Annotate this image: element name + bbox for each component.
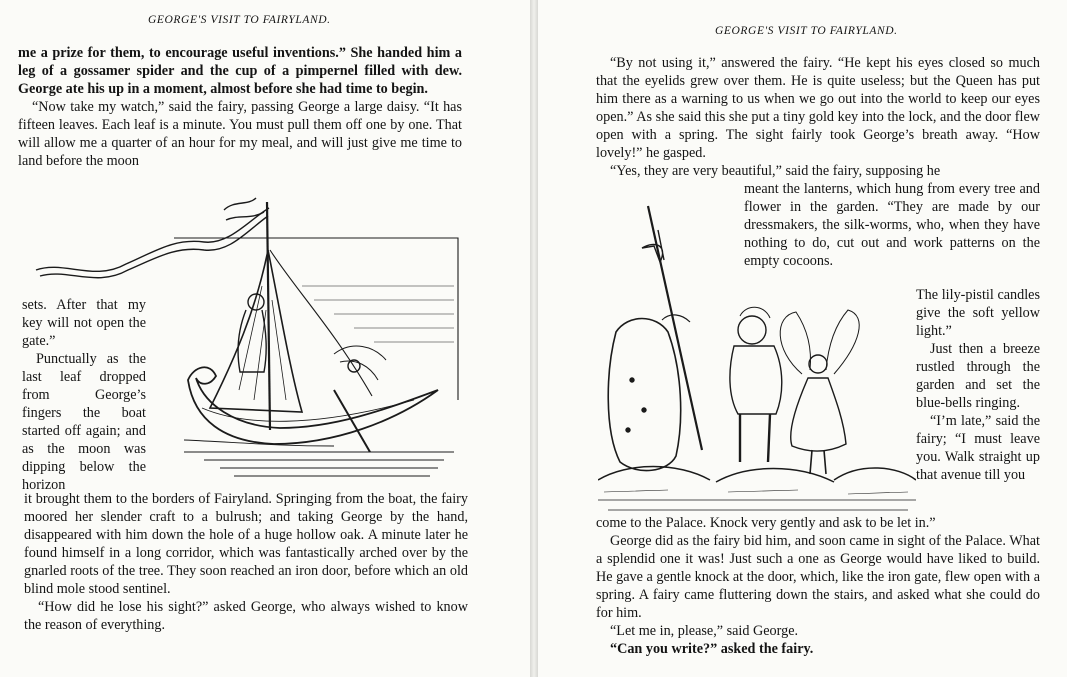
paragraph: “Yes, they are very beautiful,” said the fairy, supposing he xyxy=(610,163,941,179)
paragraph: me a prize for them, to encourage useful inventions.” She handed him a leg of a gossamer spider and the cup of a pimpernel filled with dew. George ate his up in a moment, almost before she had time to begin. xyxy=(18,45,462,97)
left-page xyxy=(0,0,530,677)
right-wrap-text-2 xyxy=(916,286,1040,484)
running-head-right: GEORGE'S VISIT TO FAIRYLAND. xyxy=(715,25,898,37)
left-bottom-text xyxy=(24,490,468,634)
paragraph: “I’m late,” said the fairy; “I must leave you. Walk straight up that avenue till you xyxy=(916,413,1040,483)
paragraph: “Can you write?” asked the fairy. xyxy=(610,641,814,657)
paragraph: “How did he lose his sight?” asked George, who always wished to know the reason of everything. xyxy=(24,599,468,633)
paragraph: The lily-pistil candles give the soft yellow light.” xyxy=(916,287,1040,339)
right-page xyxy=(538,0,1067,677)
paragraph: come to the Palace. Knock very gently and ask to be let in.” xyxy=(596,515,936,531)
running-head-left: GEORGE'S VISIT TO FAIRYLAND. xyxy=(148,14,331,26)
paragraph: George did as the fairy bid him, and soon came in sight of the Palace. What a splendid one it was! Just such a one as George would have liked to build. He gave a gentle knock at the door, which, like the iron gate, flew open with a spring. A fairy came fluttering down the stairs, and asked what she could do for him. xyxy=(596,533,1040,621)
paragraph: it brought them to the borders of Fairyland. Springing from the boat, the fairy moored her slender craft to a bulrush; and taking George by the hand, disappeared with him down the hole of a huge hollow oak. A minute later he found himself in a long corridor, which was fantastically arched over by the gnarled roots of the tree. They soon reached an iron door, before which an old blind mole stood sentinel. xyxy=(24,491,468,597)
right-top-text xyxy=(596,54,1040,180)
paragraph: Punctually as the last leaf dropped from George’s fingers the boat started off again; and as the moon was dipping below the horizon xyxy=(22,351,146,493)
paragraph: “Let me in, please,” said George. xyxy=(610,623,799,639)
right-wrap-text-1 xyxy=(744,180,1040,270)
right-bottom-text xyxy=(596,514,1040,658)
paragraph: “Now take my watch,” said the fairy, passing George a large daisy. “It has fifteen leaves. Each leaf is a minute. You must pull them off one by one. That will allow me a quarter of an hour for my meal, and will just give me time to land before the moon xyxy=(18,99,462,169)
left-top-text xyxy=(18,44,462,170)
paragraph: “By not using it,” answered the fairy. “He kept his eyes closed so much that the eyelids grew over them. He is quite useless; but the Queen has put him there as a warning to us when we go out into the world to keep our eyes open.” As she said this she put a tiny gold key into the lock, and the door flew open with a spring. The sight fairly took George’s breath away. “How lovely!” he gasped. xyxy=(596,55,1040,161)
book-gutter xyxy=(530,0,538,677)
left-side-text xyxy=(22,296,146,494)
paragraph: meant the lanterns, which hung from every tree and flower in the garden. “They are made by our dressmakers, the silk-worms, who, when they have nothing to do, cut out and work patterns on the empty cocoons. xyxy=(744,181,1040,269)
paragraph: sets. After that my key will not open the gate.” xyxy=(22,297,146,349)
paragraph: Just then a breeze rustled through the garden and set the blue-bells ringing. xyxy=(916,341,1040,411)
